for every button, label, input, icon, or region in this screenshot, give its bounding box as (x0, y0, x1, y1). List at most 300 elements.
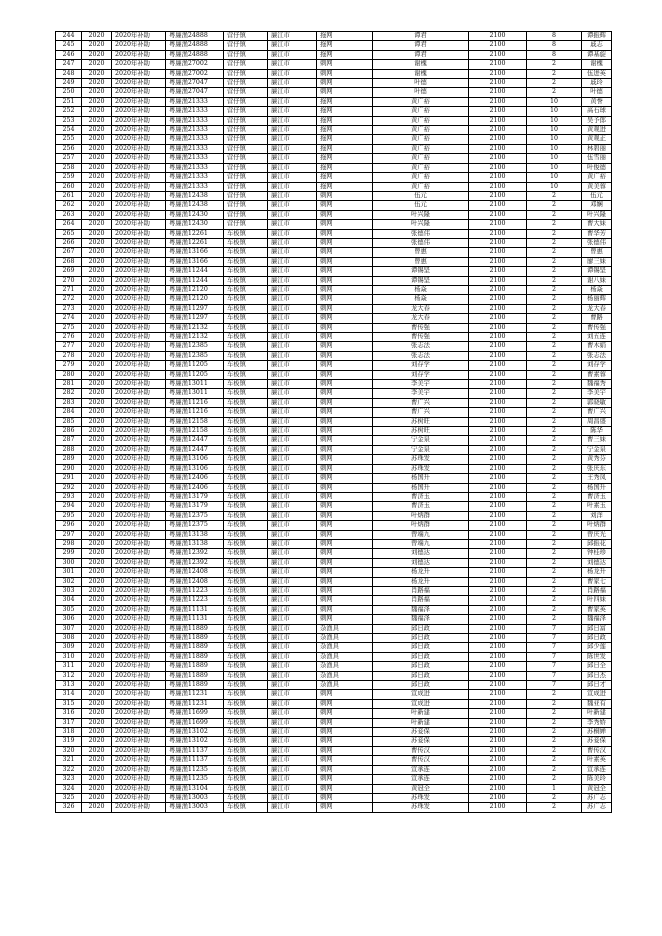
vessel-number-cell: 粤廉渔21333 (166, 97, 224, 106)
vessel-number-cell: 粤廉渔13003 (166, 803, 224, 812)
table-row (56, 586, 612, 595)
row-index-cell: 303 (56, 586, 82, 595)
recipient-cell: 黄广裕 (582, 173, 612, 182)
recipient-cell: 杨焱 (582, 285, 612, 294)
town-cell: 车板镇 (224, 427, 268, 436)
amount-cell: 2100 (469, 380, 527, 389)
crew-count-cell: 2 (527, 220, 582, 229)
year-cell: 2020 (82, 229, 112, 238)
owner-cell: 邱日政 (373, 662, 469, 671)
town-cell: 营仔镇 (224, 173, 268, 182)
row-index-cell: 252 (56, 107, 82, 116)
year-cell: 2020 (82, 304, 112, 313)
town-cell: 车板镇 (224, 690, 268, 699)
town-cell: 车板镇 (224, 370, 268, 379)
crew-count-cell: 2 (527, 417, 582, 426)
year-cell: 2020 (82, 238, 112, 247)
project-cell: 2020年补助 (112, 577, 166, 586)
amount-cell: 2100 (469, 624, 527, 633)
recipient-cell: 戚志 (582, 41, 612, 50)
recipient-cell: 邱少莲 (582, 643, 612, 652)
year-cell: 2020 (82, 295, 112, 304)
recipient-cell: 宁金泉 (582, 445, 612, 454)
amount-cell: 2100 (469, 558, 527, 567)
project-cell: 2020年补助 (112, 60, 166, 69)
vessel-number-cell: 粤廉渔12120 (166, 295, 224, 304)
year-cell: 2020 (82, 323, 112, 332)
fishing-type-cell: 刺网 (317, 784, 373, 793)
year-cell: 2020 (82, 464, 112, 473)
town-cell: 车板镇 (224, 728, 268, 737)
crew-count-cell: 2 (527, 709, 582, 718)
crew-count-cell: 10 (527, 154, 582, 163)
year-cell: 2020 (82, 370, 112, 379)
owner-cell: 黄广裕 (373, 97, 469, 106)
recipient-cell: 周昌盛 (582, 417, 612, 426)
vessel-number-cell: 粤廉渔11297 (166, 314, 224, 323)
row-index-cell: 298 (56, 539, 82, 548)
crew-count-cell: 2 (527, 276, 582, 285)
fishing-type-cell: 刺网 (317, 568, 373, 577)
project-cell: 2020年补助 (112, 248, 166, 257)
table-row (56, 389, 612, 398)
table-row (56, 699, 612, 708)
city-cell: 廉江市 (268, 154, 317, 163)
year-cell: 2020 (82, 681, 112, 690)
row-index-cell: 265 (56, 229, 82, 238)
amount-cell: 2100 (469, 182, 527, 191)
recipient-cell: 曾庆光 (582, 530, 612, 539)
row-index-cell: 280 (56, 370, 82, 379)
city-cell: 廉江市 (268, 699, 317, 708)
fishing-type-cell: 刺网 (317, 342, 373, 351)
recipient-cell: 谭锡坚 (582, 267, 612, 276)
city-cell: 廉江市 (268, 107, 317, 116)
crew-count-cell: 2 (527, 191, 582, 200)
recipient-cell: 张志法 (582, 351, 612, 360)
recipient-cell: 谢槐 (582, 60, 612, 69)
project-cell: 2020年补助 (112, 97, 166, 106)
row-index-cell: 288 (56, 445, 82, 454)
vessel-number-cell: 粤廉渔11223 (166, 596, 224, 605)
crew-count-cell: 2 (527, 803, 582, 812)
city-cell: 廉江市 (268, 521, 317, 530)
town-cell: 车板镇 (224, 389, 268, 398)
recipient-cell: 曹广兴 (582, 408, 612, 417)
owner-cell: 苏珠发 (373, 803, 469, 812)
owner-cell: 宣承连 (373, 775, 469, 784)
owner-cell: 宁金泉 (373, 445, 469, 454)
vessel-number-cell: 粤廉渔27047 (166, 88, 224, 97)
crew-count-cell: 2 (527, 577, 582, 586)
city-cell: 廉江市 (268, 69, 317, 78)
crew-count-cell: 2 (527, 201, 582, 210)
town-cell: 车板镇 (224, 474, 268, 483)
town-cell: 车板镇 (224, 417, 268, 426)
town-cell: 车板镇 (224, 662, 268, 671)
city-cell: 廉江市 (268, 97, 317, 106)
crew-count-cell: 2 (527, 492, 582, 501)
recipient-cell: 郭晓敏 (582, 398, 612, 407)
owner-cell: 曹传强 (373, 323, 469, 332)
table-row (56, 370, 612, 379)
recipient-cell: 龙大春 (582, 304, 612, 313)
year-cell: 2020 (82, 558, 112, 567)
recipient-cell: 伍雪丽 (582, 154, 612, 163)
year-cell: 2020 (82, 69, 112, 78)
recipient-cell: 黄冠全 (582, 784, 612, 793)
amount-cell: 2100 (469, 408, 527, 417)
row-index-cell: 315 (56, 699, 82, 708)
row-index-cell: 245 (56, 41, 82, 50)
city-cell: 廉江市 (268, 201, 317, 210)
crew-count-cell: 1 (527, 784, 582, 793)
amount-cell: 2100 (469, 662, 527, 671)
vessel-number-cell: 粤廉渔12385 (166, 342, 224, 351)
city-cell: 廉江市 (268, 370, 317, 379)
fishing-type-cell: 刺网 (317, 539, 373, 548)
project-cell: 2020年补助 (112, 586, 166, 595)
year-cell: 2020 (82, 182, 112, 191)
owner-cell: 张志法 (373, 351, 469, 360)
project-cell: 2020年补助 (112, 69, 166, 78)
row-index-cell: 258 (56, 163, 82, 172)
recipient-cell: 曹木娟 (582, 342, 612, 351)
town-cell: 车板镇 (224, 586, 268, 595)
town-cell: 车板镇 (224, 709, 268, 718)
town-cell: 车板镇 (224, 314, 268, 323)
year-cell: 2020 (82, 737, 112, 746)
crew-count-cell: 2 (527, 370, 582, 379)
recipient-cell: 王秀凤 (582, 474, 612, 483)
amount-cell: 2100 (469, 107, 527, 116)
year-cell: 2020 (82, 116, 112, 125)
vessel-number-cell: 粤廉渔12375 (166, 511, 224, 520)
fishing-type-cell: 刺网 (317, 577, 373, 586)
town-cell: 车板镇 (224, 549, 268, 558)
amount-cell: 2100 (469, 361, 527, 370)
vessel-number-cell: 粤廉渔13106 (166, 464, 224, 473)
owner-cell: 苏珠发 (373, 464, 469, 473)
table-row (56, 257, 612, 266)
project-cell: 2020年补助 (112, 643, 166, 652)
fishing-type-cell: 刺网 (317, 295, 373, 304)
project-cell: 2020年补助 (112, 154, 166, 163)
fishing-type-cell: 拖网 (317, 126, 373, 135)
table-row (56, 728, 612, 737)
table-row (56, 41, 612, 50)
owner-cell: 曹传汉 (373, 746, 469, 755)
vessel-number-cell: 粤廉渔11231 (166, 690, 224, 699)
amount-cell: 2100 (469, 285, 527, 294)
year-cell: 2020 (82, 577, 112, 586)
town-cell: 车板镇 (224, 436, 268, 445)
fishing-type-cell: 刺网 (317, 229, 373, 238)
year-cell: 2020 (82, 351, 112, 360)
recipient-cell: 宣承连 (582, 765, 612, 774)
city-cell: 廉江市 (268, 408, 317, 417)
project-cell: 2020年补助 (112, 502, 166, 511)
amount-cell: 2100 (469, 615, 527, 624)
fishing-type-cell: 刺网 (317, 474, 373, 483)
crew-count-cell: 10 (527, 182, 582, 191)
table-row (56, 737, 612, 746)
crew-count-cell: 2 (527, 210, 582, 219)
amount-cell: 2100 (469, 126, 527, 135)
project-cell: 2020年补助 (112, 201, 166, 210)
city-cell: 廉江市 (268, 417, 317, 426)
row-index-cell: 281 (56, 380, 82, 389)
owner-cell: 黄广裕 (373, 126, 469, 135)
crew-count-cell: 10 (527, 107, 582, 116)
fishing-type-cell: 杂渔具 (317, 652, 373, 661)
project-cell: 2020年补助 (112, 210, 166, 219)
project-cell: 2020年补助 (112, 549, 166, 558)
project-cell: 2020年补助 (112, 690, 166, 699)
owner-cell: 魏福泽 (373, 615, 469, 624)
city-cell: 廉江市 (268, 144, 317, 153)
vessel-number-cell: 粤廉渔13102 (166, 728, 224, 737)
fishing-type-cell: 刺网 (317, 455, 373, 464)
crew-count-cell: 10 (527, 126, 582, 135)
town-cell: 车板镇 (224, 803, 268, 812)
town-cell: 车板镇 (224, 605, 268, 614)
vessel-number-cell: 粤廉渔12132 (166, 323, 224, 332)
crew-count-cell: 2 (527, 79, 582, 88)
row-index-cell: 305 (56, 605, 82, 614)
amount-cell: 2100 (469, 511, 527, 520)
row-index-cell: 322 (56, 765, 82, 774)
recipient-cell: 曹华芳 (582, 229, 612, 238)
crew-count-cell: 2 (527, 690, 582, 699)
town-cell: 营仔镇 (224, 201, 268, 210)
crew-count-cell: 2 (527, 361, 582, 370)
owner-cell: 曹传汉 (373, 756, 469, 765)
crew-count-cell: 7 (527, 643, 582, 652)
table-row (56, 135, 612, 144)
year-cell: 2020 (82, 756, 112, 765)
vessel-number-cell: 粤廉渔21333 (166, 135, 224, 144)
amount-cell: 2100 (469, 427, 527, 436)
recipient-cell: 叶炳群 (582, 521, 612, 530)
vessel-number-cell: 粤廉渔13166 (166, 257, 224, 266)
owner-cell: 宣成进 (373, 699, 469, 708)
recipient-cell: 黄秀芬 (582, 455, 612, 464)
fishing-type-cell: 刺网 (317, 549, 373, 558)
fishing-type-cell: 刺网 (317, 502, 373, 511)
amount-cell: 2100 (469, 79, 527, 88)
town-cell: 车板镇 (224, 361, 268, 370)
fishing-type-cell: 刺网 (317, 464, 373, 473)
table-row (56, 464, 612, 473)
year-cell: 2020 (82, 549, 112, 558)
crew-count-cell: 2 (527, 295, 582, 304)
table-row (56, 605, 612, 614)
recipient-cell: 曹济玉 (582, 492, 612, 501)
owner-cell: 苏珠发 (373, 455, 469, 464)
recipient-cell: 魏福秀 (582, 380, 612, 389)
town-cell: 车板镇 (224, 643, 268, 652)
owner-cell: 邱日政 (373, 624, 469, 633)
recipient-cell: 刘德达 (582, 558, 612, 567)
row-index-cell: 257 (56, 154, 82, 163)
town-cell: 车板镇 (224, 746, 268, 755)
table-row (56, 445, 612, 454)
vessel-number-cell: 粤廉渔11131 (166, 605, 224, 614)
fishing-type-cell: 刺网 (317, 361, 373, 370)
table-row (56, 492, 612, 501)
table-row (56, 671, 612, 680)
owner-cell: 龙大春 (373, 314, 469, 323)
table-row (56, 775, 612, 784)
table-row (56, 351, 612, 360)
owner-cell: 李美宇 (373, 380, 469, 389)
amount-cell: 2100 (469, 699, 527, 708)
owner-cell: 刘德达 (373, 558, 469, 567)
owner-cell: 黄冠全 (373, 784, 469, 793)
project-cell: 2020年补助 (112, 765, 166, 774)
recipient-cell: 伍进英 (582, 69, 612, 78)
project-cell: 2020年补助 (112, 530, 166, 539)
crew-count-cell: 2 (527, 333, 582, 342)
fishing-type-cell: 拖网 (317, 163, 373, 172)
project-cell: 2020年补助 (112, 775, 166, 784)
amount-cell: 2100 (469, 389, 527, 398)
table-row (56, 643, 612, 652)
project-cell: 2020年补助 (112, 521, 166, 530)
project-cell: 2020年补助 (112, 333, 166, 342)
table-row (56, 201, 612, 210)
row-index-cell: 316 (56, 709, 82, 718)
row-index-cell: 321 (56, 756, 82, 765)
project-cell: 2020年补助 (112, 728, 166, 737)
crew-count-cell: 2 (527, 314, 582, 323)
recipient-cell: 叶新建 (582, 709, 612, 718)
amount-cell: 2100 (469, 69, 527, 78)
vessel-number-cell: 粤廉渔11889 (166, 624, 224, 633)
year-cell: 2020 (82, 643, 112, 652)
town-cell: 车板镇 (224, 568, 268, 577)
owner-cell: 肖路福 (373, 596, 469, 605)
owner-cell: 苏树旺 (373, 427, 469, 436)
row-index-cell: 295 (56, 511, 82, 520)
fishing-type-cell: 杂渔具 (317, 634, 373, 643)
table-row (56, 624, 612, 633)
town-cell: 营仔镇 (224, 88, 268, 97)
recipient-cell: 张德伟 (582, 238, 612, 247)
fishing-type-cell: 刺网 (317, 304, 373, 313)
crew-count-cell: 2 (527, 88, 582, 97)
town-cell: 营仔镇 (224, 220, 268, 229)
city-cell: 廉江市 (268, 643, 317, 652)
town-cell: 车板镇 (224, 492, 268, 501)
vessel-number-cell: 粤廉渔12158 (166, 427, 224, 436)
owner-cell: 谢槐 (373, 60, 469, 69)
amount-cell: 2100 (469, 483, 527, 492)
row-index-cell: 278 (56, 351, 82, 360)
vessel-number-cell: 粤廉渔21333 (166, 144, 224, 153)
row-index-cell: 285 (56, 417, 82, 426)
year-cell: 2020 (82, 728, 112, 737)
owner-cell: 伍元 (373, 201, 469, 210)
row-index-cell: 297 (56, 530, 82, 539)
vessel-number-cell: 粤廉渔21333 (166, 182, 224, 191)
recipient-cell: 吴予郎 (582, 116, 612, 125)
project-cell: 2020年补助 (112, 568, 166, 577)
vessel-number-cell: 粤廉渔11889 (166, 662, 224, 671)
row-index-cell: 318 (56, 728, 82, 737)
table-row (56, 652, 612, 661)
city-cell: 廉江市 (268, 285, 317, 294)
town-cell: 车板镇 (224, 596, 268, 605)
city-cell: 廉江市 (268, 577, 317, 586)
fishing-type-cell: 刺网 (317, 60, 373, 69)
year-cell: 2020 (82, 333, 112, 342)
amount-cell: 2100 (469, 220, 527, 229)
vessel-number-cell: 粤廉渔12406 (166, 483, 224, 492)
recipient-cell: 廖三妹 (582, 257, 612, 266)
vessel-number-cell: 粤廉渔13166 (166, 248, 224, 257)
year-cell: 2020 (82, 41, 112, 50)
row-index-cell: 279 (56, 361, 82, 370)
amount-cell: 2100 (469, 50, 527, 59)
owner-cell: 叶德 (373, 88, 469, 97)
crew-count-cell: 8 (527, 32, 582, 41)
vessel-number-cell: 粤廉渔21333 (166, 126, 224, 135)
recipient-cell: 李秀娇 (582, 718, 612, 727)
row-index-cell: 293 (56, 492, 82, 501)
table-row (56, 333, 612, 342)
town-cell: 车板镇 (224, 652, 268, 661)
table-row (56, 558, 612, 567)
year-cell: 2020 (82, 427, 112, 436)
city-cell: 廉江市 (268, 257, 317, 266)
table-row (56, 709, 612, 718)
crew-count-cell: 8 (527, 41, 582, 50)
fishing-type-cell: 刺网 (317, 511, 373, 520)
year-cell: 2020 (82, 50, 112, 59)
crew-count-cell: 2 (527, 765, 582, 774)
amount-cell: 2100 (469, 690, 527, 699)
crew-count-cell: 2 (527, 267, 582, 276)
project-cell: 2020年补助 (112, 361, 166, 370)
fishing-type-cell: 刺网 (317, 351, 373, 360)
fishing-type-cell: 刺网 (317, 333, 373, 342)
recipient-cell: 苏广志 (582, 803, 612, 812)
town-cell: 营仔镇 (224, 50, 268, 59)
owner-cell: 叶炳群 (373, 521, 469, 530)
vessel-number-cell: 粤廉渔12408 (166, 568, 224, 577)
fishing-type-cell: 杂渔具 (317, 624, 373, 633)
town-cell: 车板镇 (224, 342, 268, 351)
owner-cell: 曾端九 (373, 530, 469, 539)
table-row (56, 107, 612, 116)
crew-count-cell: 2 (527, 793, 582, 802)
fishing-type-cell: 刺网 (317, 728, 373, 737)
fishing-type-cell: 刺网 (317, 191, 373, 200)
table-row (56, 238, 612, 247)
table-row (56, 634, 612, 643)
year-cell: 2020 (82, 191, 112, 200)
amount-cell: 2100 (469, 88, 527, 97)
vessel-number-cell: 粤廉渔12430 (166, 210, 224, 219)
project-cell: 2020年补助 (112, 784, 166, 793)
row-index-cell: 308 (56, 634, 82, 643)
year-cell: 2020 (82, 248, 112, 257)
project-cell: 2020年补助 (112, 79, 166, 88)
year-cell: 2020 (82, 521, 112, 530)
project-cell: 2020年补助 (112, 615, 166, 624)
